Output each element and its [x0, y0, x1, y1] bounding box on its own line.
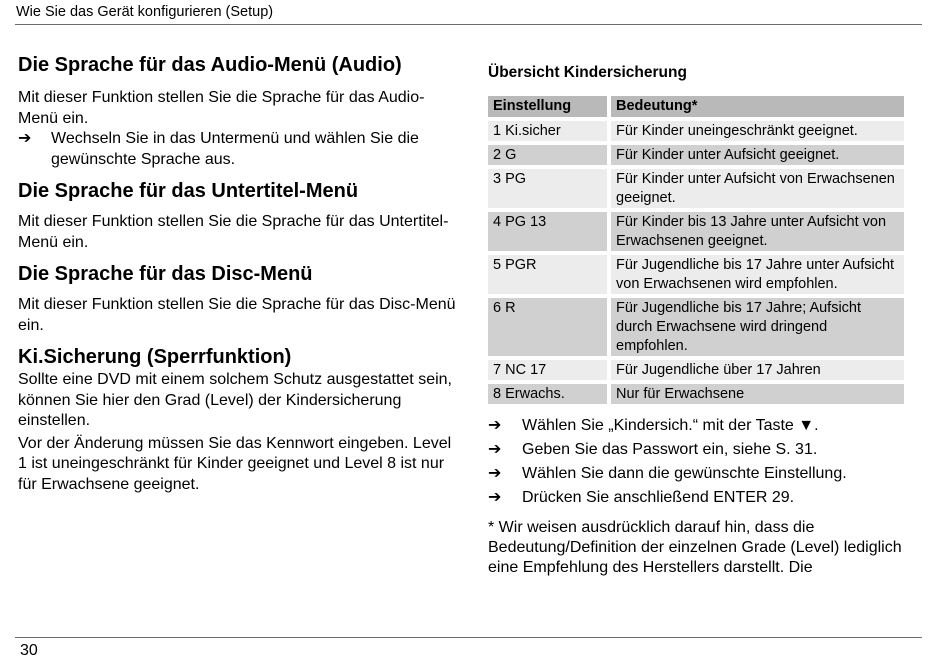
table-title: Übersicht Kindersicherung	[488, 64, 687, 81]
table-row	[488, 169, 904, 208]
subtitle-section	[18, 178, 458, 253]
table-cell: 5 PGR	[488, 255, 607, 294]
header-rule	[15, 24, 922, 25]
lock-body-1: Sollte eine DVD mit einem solchem Schutz ausgestattet sein, können Sie hier den Grad (Level) der Kindersicherung einstellen.	[18, 371, 452, 429]
left-column	[18, 52, 458, 495]
table-row	[488, 121, 904, 141]
table-row	[488, 212, 904, 251]
table-cell: 1 Ki.sicher	[488, 121, 607, 141]
table-cell: Für Jugendliche bis 17 Jahre; Aufsicht durch Erwachsene wird dringend empfohlen.	[611, 298, 904, 356]
step-item	[488, 462, 908, 486]
step-item	[488, 486, 908, 510]
lock-heading: Ki.Sicherung (Sperrfunktion)	[18, 346, 292, 368]
arrow-right-icon: ➔	[488, 489, 502, 506]
arrow-right-icon: ➔	[488, 417, 502, 434]
audio-bullet-text: Wechseln Sie in das Untermenü und wählen Sie die gewünschte Sprache aus.	[51, 130, 419, 168]
table-cell: Für Jugendliche bis 17 Jahre unter Aufsicht von Erwachsenen wird empfohlen.	[611, 255, 904, 294]
arrow-right-icon: ➔	[18, 130, 32, 147]
audio-section	[18, 52, 458, 170]
audio-bullet	[18, 129, 458, 170]
footnote: * Wir weisen ausdrücklich darauf hin, dass die Bedeutung/Definition der einzelnen Grade (Level) lediglich eine Empfehlung des Herstellers darstellt. Die	[488, 519, 902, 576]
table-cell: Für Kinder uneingeschränkt geeignet.	[611, 121, 904, 141]
table-header-cell: Einstellung	[488, 96, 607, 117]
step-text: Geben Sie das Passwort ein, siehe S. 31.	[522, 441, 818, 458]
running-header: Wie Sie das Gerät konfigurieren (Setup)	[16, 4, 274, 20]
table-header-cell: Bedeutung*	[611, 96, 904, 117]
step-text: Wählen Sie dann die gewünschte Einstellung.	[522, 465, 847, 482]
table-row	[488, 298, 904, 356]
subtitle-heading: Die Sprache für das Untertitel-Menü	[18, 180, 359, 202]
table-cell: 6 R	[488, 298, 607, 356]
table-cell: 3 PG	[488, 169, 607, 208]
audio-heading: Die Sprache für das Audio-Menü (Audio)	[18, 54, 402, 76]
disc-heading: Die Sprache für das Disc-Menü	[18, 263, 313, 285]
table-cell: 7 NC 17	[488, 360, 607, 380]
disc-section	[18, 261, 458, 336]
subtitle-body: Mit dieser Funktion stellen Sie die Sprache für das Untertitel-Menü ein.	[18, 213, 449, 251]
table-row	[488, 384, 904, 404]
arrow-right-icon: ➔	[488, 465, 502, 482]
table-cell: Nur für Erwachsene	[611, 384, 904, 404]
lock-section	[18, 344, 458, 495]
footer-rule	[15, 637, 922, 638]
table-header-row	[488, 96, 904, 117]
right-column	[488, 62, 908, 578]
step-item	[488, 438, 908, 462]
table-cell: 8 Erwachs.	[488, 384, 607, 404]
table-cell: Für Kinder bis 13 Jahre unter Aufsicht von Erwachsenen geeignet.	[611, 212, 904, 251]
table-cell: Für Kinder unter Aufsicht von Erwachsenen geeignet.	[611, 169, 904, 208]
step-text: Drücken Sie anschließend ENTER 29.	[522, 489, 795, 506]
step-item	[488, 414, 908, 438]
arrow-right-icon: ➔	[488, 441, 502, 458]
table-cell: Für Kinder unter Aufsicht geeignet.	[611, 145, 904, 165]
step-text: Wählen Sie „Kindersich.“ mit der Taste ▼.	[522, 417, 819, 434]
table-row	[488, 360, 904, 380]
page-number: 30	[20, 642, 38, 659]
parental-lock-table	[484, 92, 908, 408]
table-cell: 4 PG 13	[488, 212, 607, 251]
table-row	[488, 145, 904, 165]
table-cell: 2 G	[488, 145, 607, 165]
table-cell: Für Jugendliche über 17 Jahren	[611, 360, 904, 380]
disc-body: Mit dieser Funktion stellen Sie die Sprache für das Disc-Menü ein.	[18, 296, 456, 334]
lock-body-2: Vor der Änderung müssen Sie das Kennwort eingeben. Level 1 ist uneingeschränkt für Kinder geeignet und Level 8 ist nur für Erwachsene geeignet.	[18, 434, 452, 493]
instruction-steps	[488, 414, 908, 510]
audio-body: Mit dieser Funktion stellen Sie die Sprache für das Audio-Menü ein.	[18, 89, 425, 127]
table-row	[488, 255, 904, 294]
